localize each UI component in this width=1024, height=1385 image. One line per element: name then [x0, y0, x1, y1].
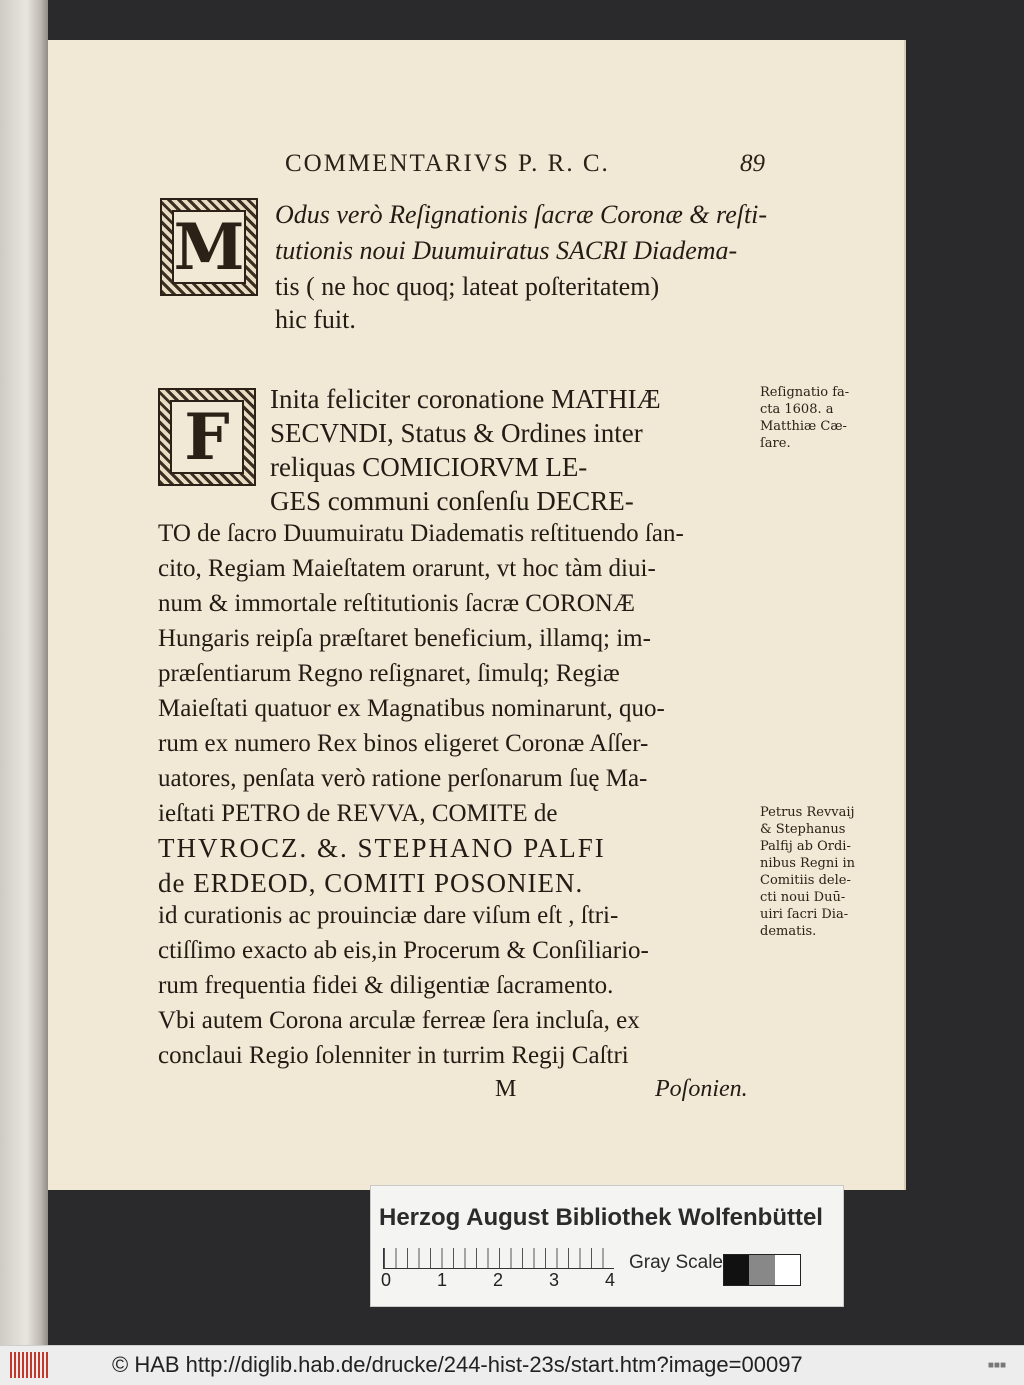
margin-note-petrus: Petrus Revvaij & Stephanus Palfij ab Ordi- nibus Regni in Comitiis dele- cti noui Duū- uiri ſacri Dia- dematis. — [760, 805, 856, 939]
decorated-initial-f: F — [158, 388, 256, 486]
scale-ruler — [383, 1248, 614, 1269]
text-line: Inita feliciter coronatione MATHIÆ — [270, 384, 661, 414]
text-line: THVROCZ. &. STEPHANO PALFI — [158, 833, 606, 863]
text-line: conclaui Regio ſolenniter in turrim Regij Caſtri — [158, 1042, 629, 1069]
text-line: hic fuit. — [275, 305, 356, 334]
text-line: Vbi autem Corona arculæ ferreæ ſera incluſa, ex — [158, 1007, 640, 1034]
gray-scale-swatches — [723, 1254, 801, 1286]
text-line: cito, Regiam Maieſtatem orarunt, vt hoc tàm diui- — [158, 555, 656, 582]
gray-scale-label: Gray Scale — [629, 1252, 723, 1273]
text-line: tis ( ne hoc quoq; lateat poſteritatem) — [275, 272, 660, 301]
signature-mark: M — [495, 1076, 517, 1102]
text-line: SECVNDI, Status & Ordines inter — [270, 418, 643, 448]
running-title: COMMENTARIVS P. R. C. — [285, 150, 610, 177]
catchword: Poſonien. — [655, 1076, 748, 1102]
text-line: ctiſſimo exacto ab eis,in Procerum & Conſiliario- — [158, 937, 649, 964]
decorated-initial-m: M — [160, 198, 258, 296]
text-line: præſentiarum Regno reſignaret, ſimulq; Regiæ — [158, 660, 620, 687]
margin-note-resignatio: Reſignatio fa- cta 1608. a Matthiæ Cæ- ſare. — [760, 385, 850, 451]
text-line: Odus verò Reſignationis ſacræ Coronæ & reſti- — [275, 200, 768, 229]
text-line: rum frequentia fidei & diligentiæ ſacramento. — [158, 972, 614, 999]
text-line: reliquas COMICIORVM LE- — [270, 452, 588, 482]
text-line: uatores, penſata verò ratione perſonarum ſuę Ma- — [158, 765, 648, 792]
text-line: ieſtati PETRO de REVVA, COMITE de — [158, 800, 558, 827]
text-line: tutionis noui Duumuiratus SACRI Diadema- — [275, 236, 738, 265]
text-line: id curationis ac prouinciæ dare viſum eſt , ſtri- — [158, 902, 619, 929]
folio-number: 89 — [740, 150, 765, 177]
text-line: Hungaris reipſa præſtaret beneficium, illamq; im- — [158, 625, 651, 652]
library-scale-label: Herzog August Bibliothek Wolfenbüttel 0 1 2 3 4 Gray Scale — [370, 1185, 844, 1307]
text-line: TO de ſacro Duumuiratu Diadematis reſtituendo ſan- — [158, 520, 684, 547]
text-line: Maieſtati quatuor ex Magnatibus nominarunt, quo- — [158, 695, 665, 722]
text-line: rum ex numero Rex binos eligeret Coronæ Aſſer- — [158, 730, 649, 757]
copyright-url[interactable]: © HAB http://diglib.hab.de/drucke/244-hist-23s/start.htm?image=00097 — [112, 1352, 803, 1377]
text-line: GES communi conſenſu DECRE- — [270, 486, 634, 516]
footer-bar — [0, 1345, 1024, 1385]
running-header — [285, 150, 765, 182]
book-spine — [0, 0, 48, 1345]
barcode-icon — [10, 1352, 48, 1378]
text-line: de ERDEOD, COMITI POSONIEN. — [158, 868, 584, 898]
footer-dots: ■■■ — [987, 1360, 1006, 1371]
text-line: num & immortale reſtitutionis ſacræ CORONÆ — [158, 590, 636, 617]
library-name: Herzog August Bibliothek Wolfenbüttel — [379, 1204, 823, 1231]
